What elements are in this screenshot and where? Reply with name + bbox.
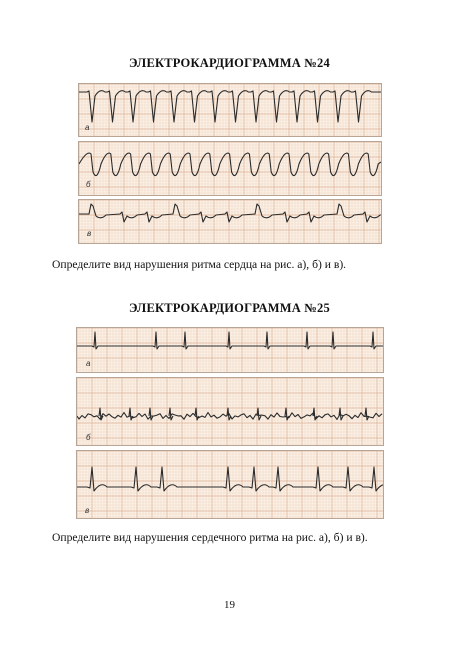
ecg24-strip-v — [78, 199, 382, 244]
ecg25-strip-v-svg — [77, 451, 383, 518]
ecg24-label-v: в — [87, 229, 92, 238]
ecg24-strip-b — [78, 141, 382, 196]
ecg25-question: Определите вид нарушения сердечного ритма на рис. а), б) и в). — [52, 531, 368, 544]
ecg25-label-v: в — [85, 506, 90, 515]
ecg25-label-a: а — [86, 359, 91, 368]
ecg24-strip-a-svg — [79, 84, 381, 136]
ecg24-question: Определите вид нарушения ритма сердца на рис. а), б) и в). — [52, 258, 347, 271]
ecg24-label-a: а — [85, 123, 90, 132]
ecg25-strip-a-svg — [77, 328, 383, 372]
ecg25-strip-b-svg — [77, 378, 383, 445]
ecg25-strip-a — [76, 327, 384, 373]
page-number: 19 — [224, 599, 235, 611]
ecg24-label-b: б — [86, 180, 91, 189]
ecg25-title: ЭЛЕКТРОКАРДИОГРАММА №25 — [129, 301, 330, 315]
ecg25-strip-v — [76, 450, 384, 519]
ecg24-strip-v-svg — [79, 200, 381, 243]
ecg24-strip-a — [78, 83, 382, 137]
ecg25-strip-b — [76, 377, 384, 446]
ecg24-strip-b-svg — [79, 142, 381, 195]
ecg25-label-b: б — [86, 433, 91, 442]
ecg24-title: ЭЛЕКТРОКАРДИОГРАММА №24 — [129, 56, 330, 70]
